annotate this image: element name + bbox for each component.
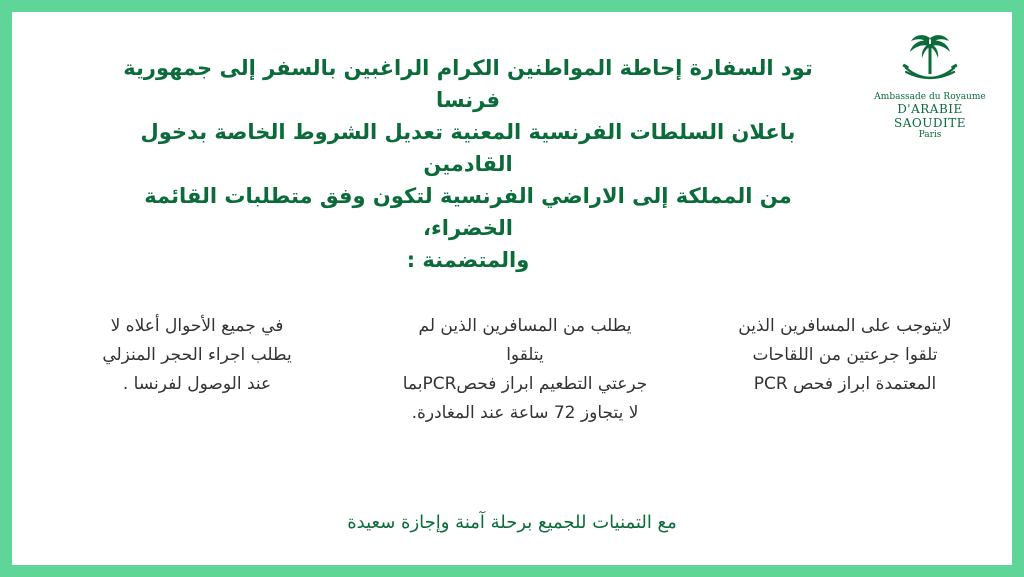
condition-line: في جميع الأحوال أعلاه لا bbox=[110, 316, 284, 336]
footer-wishes: مع التمنيات للجميع برحلة آمنة وإجازة سعيدة bbox=[347, 512, 677, 533]
condition-line: يطلب اجراء الحجر المنزلي bbox=[102, 345, 292, 365]
notice-card bbox=[12, 12, 1012, 565]
condition-line: المعتمدة ابراز فحص PCR bbox=[753, 374, 937, 394]
palm-swords-emblem-icon bbox=[898, 32, 962, 88]
condition-line: جرعتي التطعيم ابراز فحصPCRبما bbox=[402, 374, 648, 394]
intro-line: باعلان السلطات الفرنسية المعنية تعديل الشروط الخاصة بدخول القادمين bbox=[140, 120, 796, 176]
intro-paragraph bbox=[112, 52, 824, 276]
logo-line-ambassade: Ambassade du Royaume bbox=[874, 92, 986, 102]
condition-line: تلقوا جرعتين من اللقاحات bbox=[752, 345, 938, 365]
condition-no-quarantine bbox=[72, 312, 322, 399]
condition-line: يطلب من المسافرين الذين لم يتلقوا bbox=[418, 316, 632, 365]
condition-line: لايتوجب على المسافرين الذين bbox=[738, 316, 952, 336]
intro-line: تود السفارة إحاطة المواطنين الكرام الراغبين بالسفر إلى جمهورية فرنسا bbox=[123, 56, 813, 112]
embassy-logo bbox=[860, 32, 1000, 140]
condition-unvaccinated bbox=[400, 312, 650, 428]
intro-line: والمتضمنة : bbox=[406, 248, 530, 272]
intro-line: من المملكة إلى الاراضي الفرنسية لتكون وفق متطلبات القائمة الخضراء، bbox=[144, 184, 792, 240]
condition-line: عند الوصول لفرنسا . bbox=[122, 374, 272, 394]
logo-line-city: Paris bbox=[918, 130, 942, 140]
logo-line-country: D'ARABIE SAOUDITE bbox=[894, 102, 966, 130]
condition-vaccinated bbox=[720, 312, 970, 399]
condition-line: لا يتجاوز 72 ساعة عند المغادرة. bbox=[411, 403, 639, 423]
